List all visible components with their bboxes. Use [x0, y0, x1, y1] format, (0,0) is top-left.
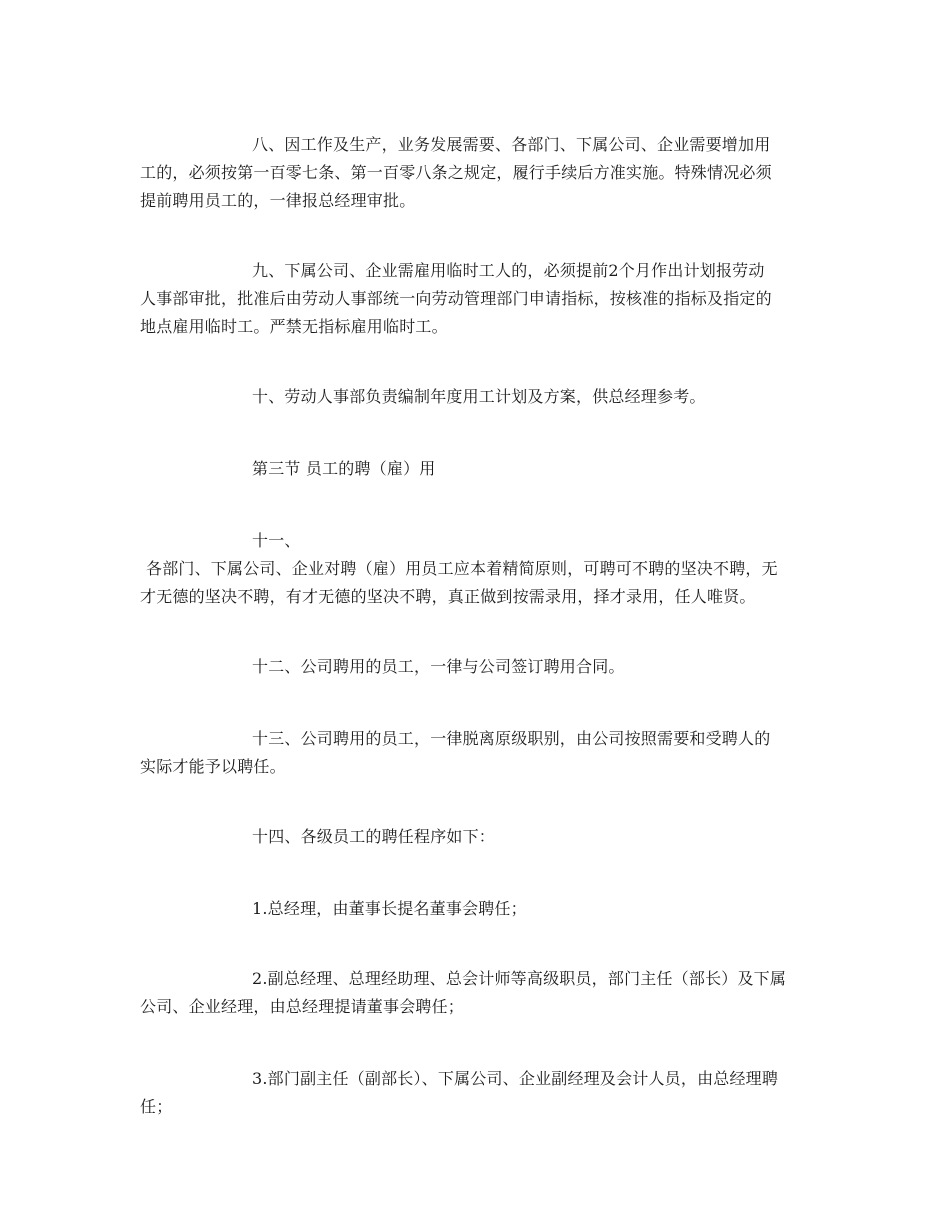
paragraph-9-line-2: 人事部审批，批准后由劳动人事部统一向劳动管理部门申请指标，按核准的指标及指定的 — [140, 289, 772, 308]
list-item-1-line-1: 1.总经理，由董事长提名董事会聘任； — [252, 899, 527, 918]
paragraph-9-line-3: 地点雇用临时工。严禁无指标雇用临时工。 — [140, 317, 448, 336]
paragraph-12-line-1: 十二、公司聘用的员工，一律与公司签订聘用合同。 — [252, 657, 625, 676]
paragraph-9-line-1: 九、下属公司、企业需雇用临时工人的，必须提前2个月作出计划报劳动 — [252, 261, 765, 280]
list-item-3-line-2: 任； — [140, 1097, 173, 1116]
list-item-3-line-1: 3.部门副主任（副部长）、下属公司、企业副经理及会计人员，由总经理聘 — [252, 1069, 779, 1088]
paragraph-10-line-1: 十、劳动人事部负责编制年度用工计划及方案，供总经理参考。 — [252, 387, 706, 406]
paragraph-11-line-1: 十一、 — [252, 531, 301, 550]
list-item-2-line-1: 2.副总经理、总理经助理、总会计师等高级职员，部门主任（部长）及下属 — [252, 969, 787, 988]
list-item-2-line-2: 公司、企业经理，由总经理提请董事会聘任； — [140, 997, 465, 1016]
paragraph-8-line-1: 八、因工作及生产，业务发展需要、各部门、下属公司、企业需要增加用 — [252, 135, 771, 154]
paragraph-11-line-2: 各部门、下属公司、企业对聘（雇）用员工应本着精简原则，可聘可不聘的坚决不聘，无 — [146, 559, 778, 578]
paragraph-11-line-3: 才无德的坚决不聘，有才无德的坚决不聘，真正做到按需录用，择才录用，任人唯贤。 — [140, 587, 756, 606]
section-3-heading: 第三节 员工的聘（雇）用 — [252, 459, 436, 478]
paragraph-8-line-2: 工的，必须按第一百零七条、第一百零八条之规定，履行手续后方准实施。特殊情况必须 — [140, 163, 772, 182]
paragraph-13-line-2: 实际才能予以聘任。 — [140, 757, 286, 776]
paragraph-14-line-1: 十四、各级员工的聘任程序如下： — [252, 827, 496, 846]
paragraph-13-line-1: 十三、公司聘用的员工，一律脱离原级职别，由公司按照需要和受聘人的 — [252, 729, 771, 748]
paragraph-8-line-3: 提前聘用员工的，一律报总经理审批。 — [140, 191, 416, 210]
